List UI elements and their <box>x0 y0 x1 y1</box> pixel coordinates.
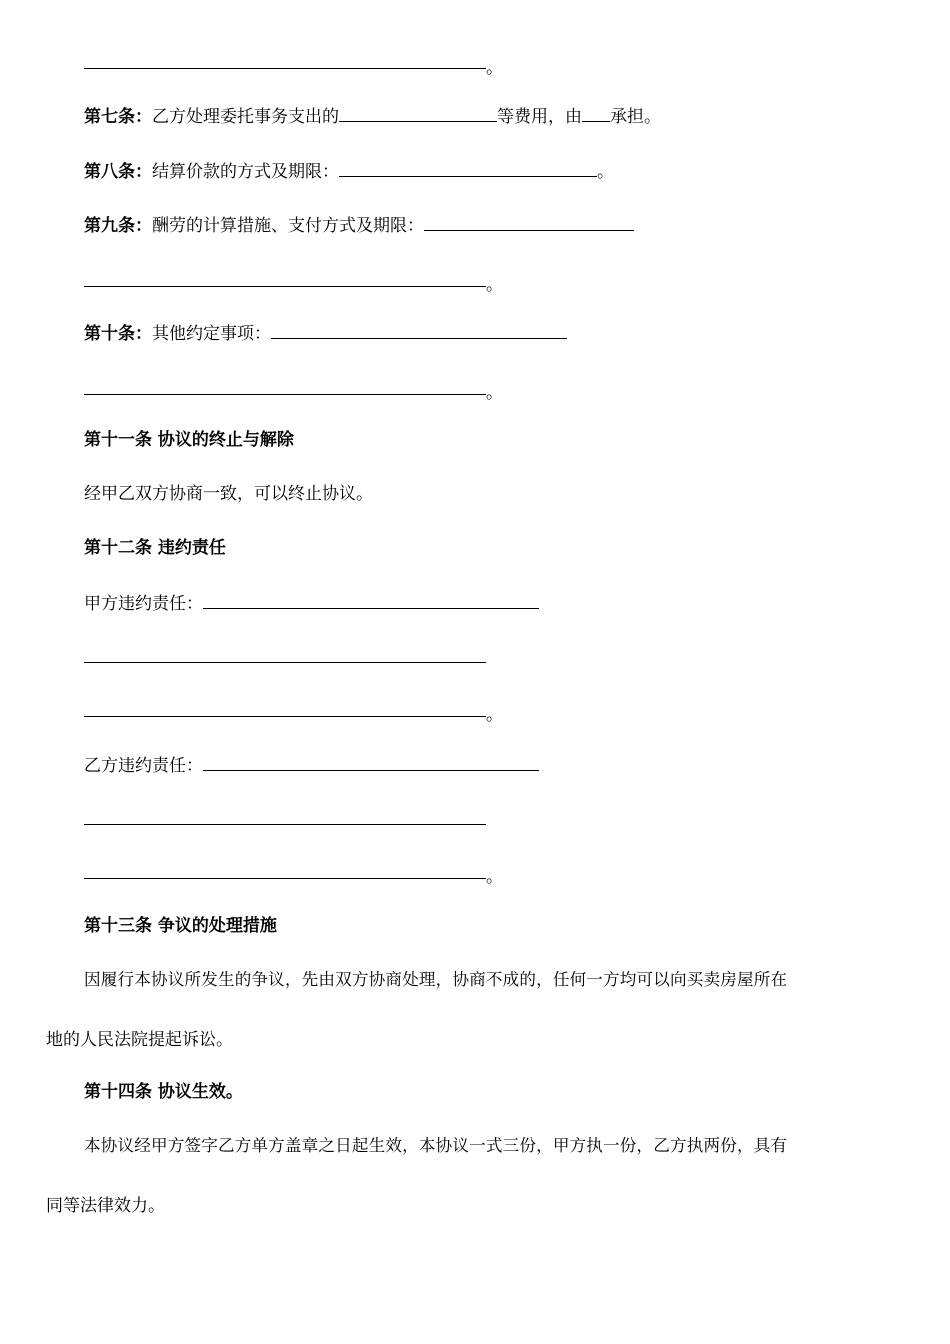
article-7-title: 第七条： <box>84 107 152 127</box>
article-14-body-line1: 本协议经甲方签字乙方单方盖章之日起生效，本协议一式三份，甲方执一份，乙方执两份，具有 <box>84 1136 788 1155</box>
blank-line[interactable] <box>84 68 486 69</box>
article-13-body-line1: 因履行本协议所发生的争议，先由双方协商处理，协商不成的，任何一方均可以向买卖房屋所在 <box>84 970 788 989</box>
period: 。 <box>597 162 614 182</box>
blank-line[interactable] <box>84 286 486 287</box>
article-7-text-c: 承担。 <box>610 107 661 127</box>
article-8-text: 结算价款的方式及期限： <box>152 162 339 182</box>
party-a-liability <box>84 590 539 616</box>
party-a-liability-blank[interactable] <box>203 590 539 609</box>
blank-line[interactable] <box>84 394 486 395</box>
party-b-liability-blank[interactable] <box>203 752 539 771</box>
party-b-liability <box>84 752 539 778</box>
article-14-heading: 第十四条 协议生效。 <box>84 1082 243 1102</box>
article-7-text-a: 乙方处理委托事务支出的 <box>152 107 339 127</box>
period: 。 <box>486 867 503 887</box>
article-10 <box>84 320 567 346</box>
article-10-title: 第十条： <box>84 324 152 344</box>
article-7 <box>84 103 661 129</box>
blank-line[interactable] <box>84 878 486 879</box>
expense-blank[interactable] <box>339 103 497 122</box>
party-b-liability-label: 乙方违约责任： <box>84 756 203 776</box>
bearer-blank[interactable] <box>582 103 610 122</box>
article-7-text-b: 等费用，由 <box>497 107 582 127</box>
article-11-body: 经甲乙双方协商一致，可以终止协议。 <box>84 484 373 504</box>
article-10-text: 其他约定事项： <box>152 324 271 344</box>
other-matters-blank[interactable] <box>271 320 567 339</box>
article-13-heading: 第十三条 争议的处理措施 <box>84 916 277 936</box>
article-14-body-line2: 同等法律效力。 <box>46 1196 165 1216</box>
period: 。 <box>486 58 503 78</box>
article-9 <box>84 212 634 238</box>
article-8-title: 第八条： <box>84 162 152 182</box>
remuneration-blank[interactable] <box>424 212 634 231</box>
blank-line[interactable] <box>84 716 486 717</box>
article-11-heading: 第十一条 协议的终止与解除 <box>84 430 294 450</box>
article-9-text: 酬劳的计算措施、支付方式及期限： <box>152 216 424 236</box>
blank-line[interactable] <box>84 662 486 663</box>
article-8 <box>84 158 614 184</box>
period: 。 <box>486 275 503 295</box>
period: 。 <box>486 383 503 403</box>
settlement-blank[interactable] <box>339 158 597 177</box>
article-12-heading: 第十二条 违约责任 <box>84 538 226 558</box>
period: 。 <box>486 705 503 725</box>
party-a-liability-label: 甲方违约责任： <box>84 594 203 614</box>
article-9-title: 第九条： <box>84 216 152 236</box>
blank-line[interactable] <box>84 824 486 825</box>
article-13-body-line2: 地的人民法院提起诉讼。 <box>46 1030 233 1050</box>
